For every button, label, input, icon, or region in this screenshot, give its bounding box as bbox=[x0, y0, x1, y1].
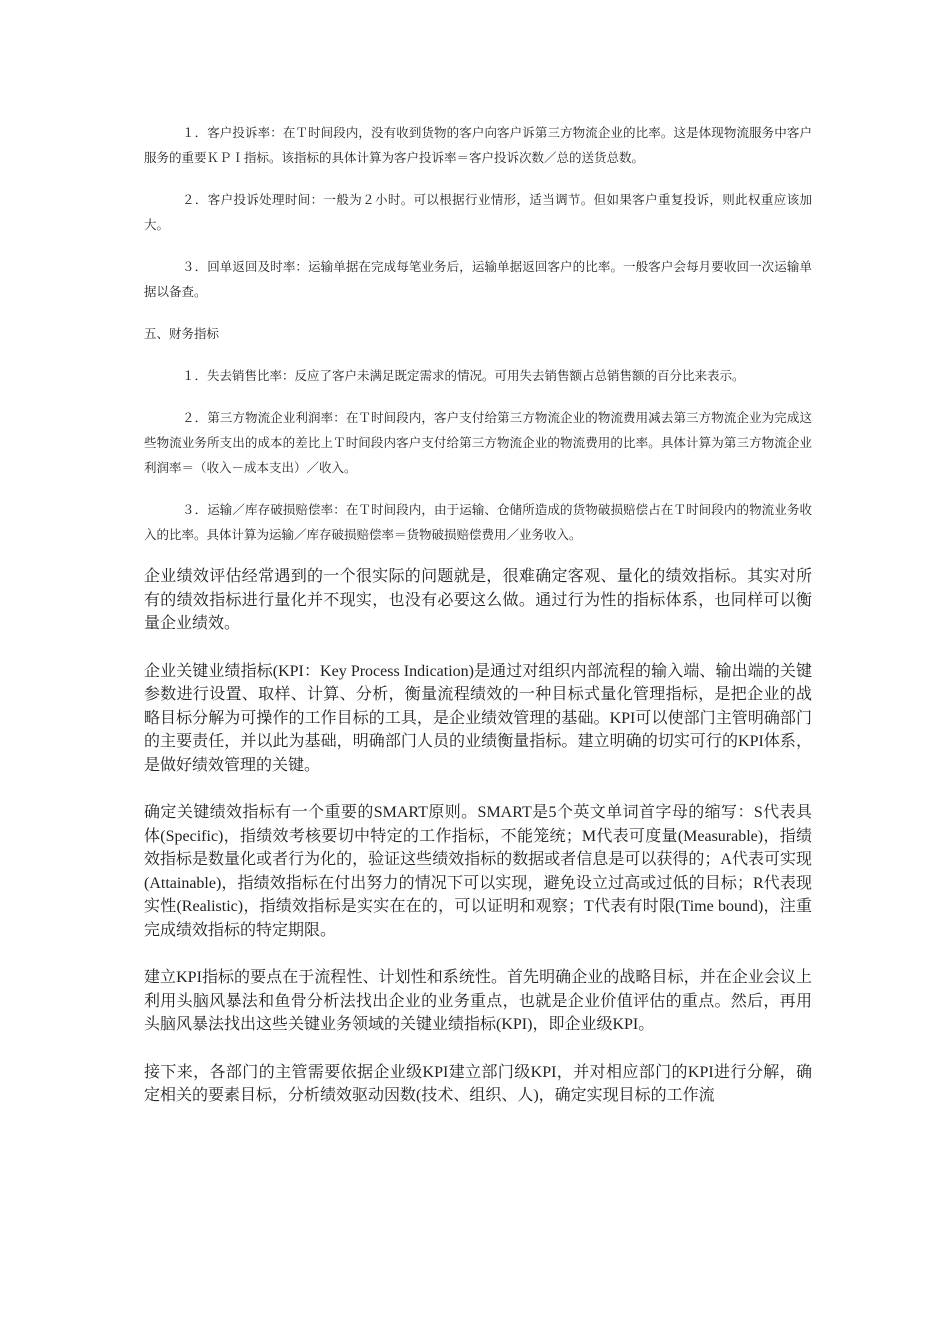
paragraph-receipt-return-rate: ３．回单返回及时率：运输单据在完成每笔业务后，运输单据返回客户的比率。一般客户会每月要收回一次运输单据以备查。 bbox=[144, 259, 812, 299]
paragraph-damage-compensation-rate: ３．运输／库存破损赔偿率：在Ｔ时间段内，由于运输、仓储所造成的货物破损赔偿占在Ｔ时间段内的物流业务收入的比率。具体计算为运输／库存破损赔偿率＝货物破损赔偿费用／业务收入。 bbox=[144, 502, 812, 542]
paragraph-customer-complaint-rate: １．客户投诉率：在Ｔ时间段内，没有收到货物的客户向客户诉第三方物流企业的比率。这是体现物流服务中客户服务的重要ＫＰＩ指标。该指标的具体计算为客户投诉率＝客户投诉次数／总的送货总数。 bbox=[144, 125, 812, 165]
paragraph-performance-evaluation: 企业绩效评估经常遇到的一个很实际的问题就是，很难确定客观、量化的绩效指标。其实对所有的绩效指标进行量化并不现实，也没有必要这么做。通过行为性的指标体系，也同样可以衡量企业绩效。 bbox=[144, 568, 812, 632]
paragraph-kpi-definition: 企业关键业绩指标(KPI：Key Process Indication)是通过对组织内部流程的输入端、输出端的关键参数进行设置、取样、计算、分析，衡量流程绩效的一种目标式量化管理指标，是把企业的战略目标分解为可操作的工作目标的工具，是企业绩效管理的基础。KPI可以使部门主管明确部门的主要责任，并以此为基础，明确部门人员的业绩衡量指标。建立明确的切实可行的KPI体系，是做好绩效管理的关键。 bbox=[144, 662, 812, 774]
paragraph-complaint-handling-time: ２．客户投诉处理时间：一般为２小时。可以根据行业情形，适当调节。但如果客户重复投诉，则此权重应该加大。 bbox=[144, 192, 812, 232]
paragraph-smart-principle: 确定关键绩效指标有一个重要的SMART原则。SMART是5个英文单词首字母的缩写：S代表具体(Specific)，指绩效考核要切中特定的工作指标，不能笼统；M代表可度量(Measurable)，指绩效指标是数量化或者行为化的，验证这些绩效指标的数据或者信息是可以获得的；A代表可实现(Attainable)，指绩效指标在付出努力的情况下可以实现，避免设立过高或过低的目标；R代表现实性(Realistic)，指绩效指标是实实在在的，可以证明和观察；T代表有时限(Time bound)，注重完成绩效指标的特定期限。 bbox=[144, 804, 812, 939]
document-content bbox=[144, 120, 812, 1132]
paragraph-department-kpi: 接下来，各部门的主管需要依据企业级KPI建立部门级KPI，并对相应部门的KPI进行分解，确定相关的要素目标，分析绩效驱动因数(技术、组织、人)，确定实现目标的工作流 bbox=[144, 1063, 812, 1104]
paragraph-lost-sales-rate: １．失去销售比率：反应了客户未满足既定需求的情况。可用失去销售额占总销售额的百分比来表示。 bbox=[182, 368, 745, 383]
paragraph-kpi-key-points: 建立KPI指标的要点在于流程性、计划性和系统性。首先明确企业的战略目标，并在企业会议上利用头脑风暴法和鱼骨分析法找出企业的业务重点，也就是企业价值评估的重点。然后，再用头脑风暴法找出这些关键业务领域的关键业绩指标(KPI)，即企业级KPI。 bbox=[144, 969, 812, 1033]
paragraph-3pl-profit-rate: ２．第三方物流企业利润率：在Ｔ时间段内，客户支付给第三方物流企业的物流费用减去第三方物流企业为完成这些物流业务所支出的成本的差比上Ｔ时间段内客户支付给第三方物流企业的物流费用的比率。具体计算为第三方物流企业利润率＝（收入－成本支出）／收入。 bbox=[144, 410, 812, 475]
section-heading-financial: 五、财务指标 bbox=[144, 326, 220, 341]
